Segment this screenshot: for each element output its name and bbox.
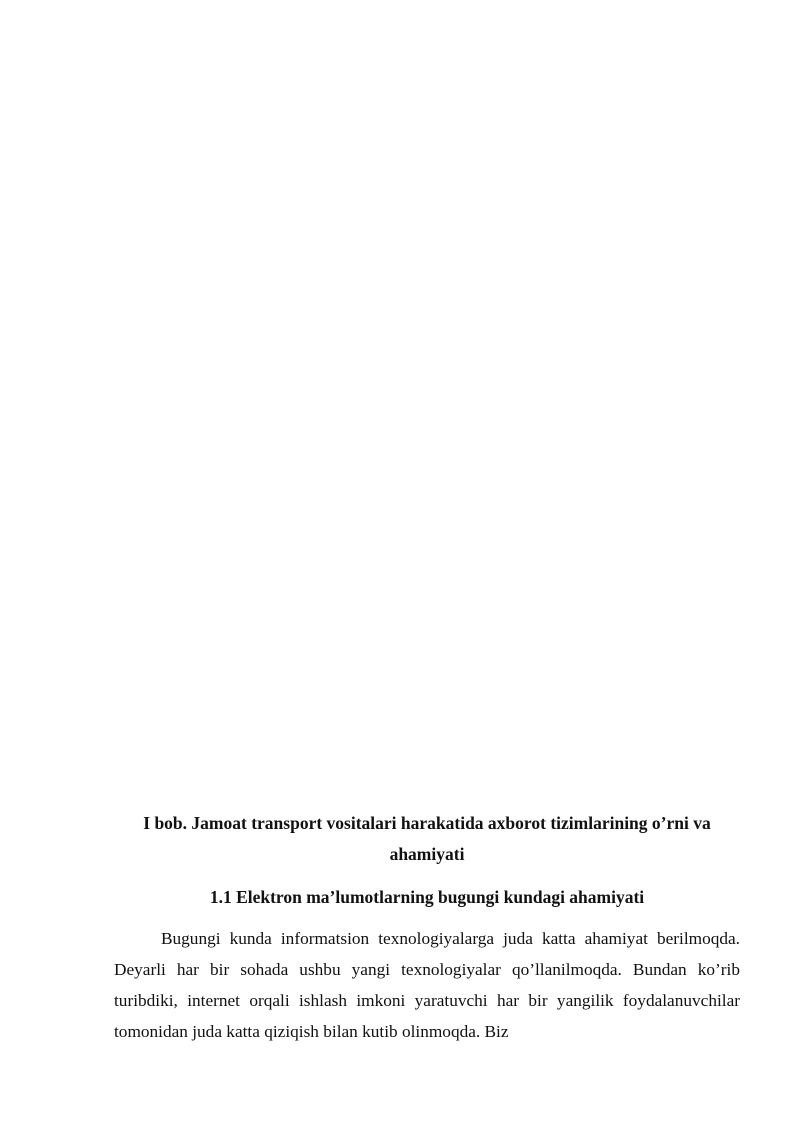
section-title: 1.1 Elektron ma’lumotlarning bugungi kundagi ahamiyati xyxy=(209,887,645,907)
chapter-title: I bob. Jamoat transport vositalari harakatida axborot tizimlarining o’rni va ahamiyati xyxy=(143,813,711,864)
page-content xyxy=(114,808,740,1047)
body-paragraph: Bugungi kunda informatsion texnologiyalarga juda katta ahamiyat berilmoqda. Deyarli har bir sohada ushbu yangi texnologiyalar qo’llanilmoqda. Bundan ko’rib turibdiki, internet orqali ishlash imkoni yaratuvchi har bir yangilik foydalanuvchilar tomonidan juda katta qiziqish bilan kutib olinmoqda. Biz xyxy=(114,929,740,1041)
